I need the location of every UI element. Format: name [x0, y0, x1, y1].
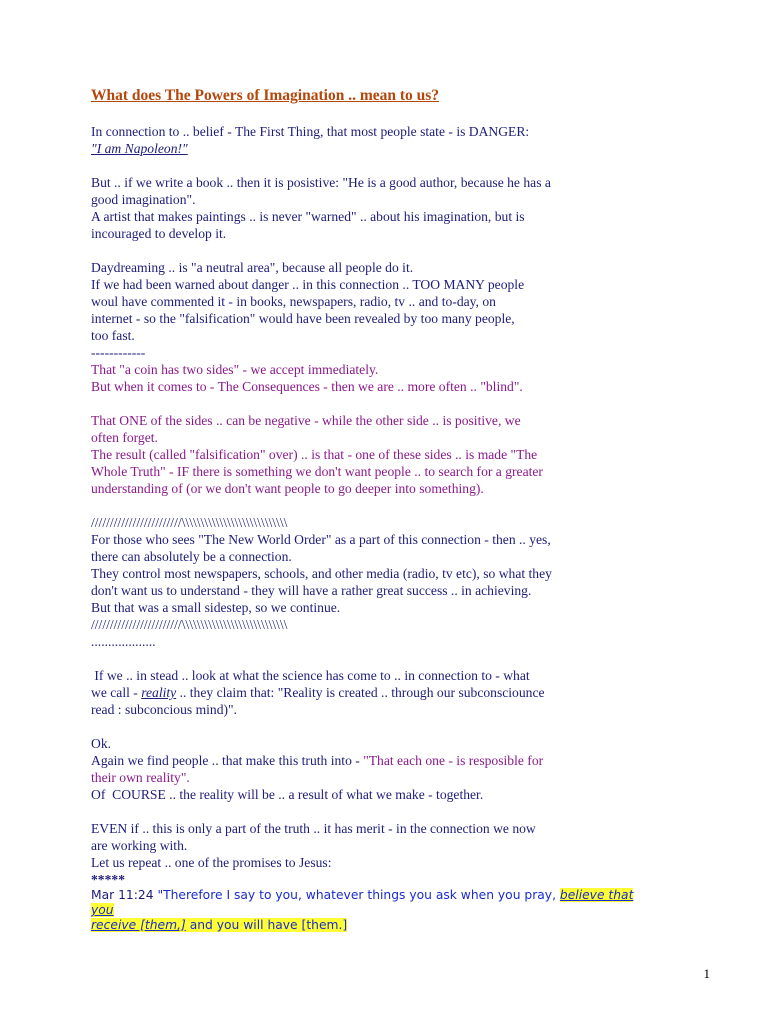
- text-line: Let us repeat .. one of the promises to Jesus:: [91, 855, 332, 870]
- paragraph-new-world-order: [91, 514, 731, 650]
- text-line: don't want us to understand - they will have a rather great success .. in achieving.: [91, 583, 532, 598]
- paragraph-science: [91, 667, 731, 718]
- separator-dashes: ------------: [91, 345, 146, 360]
- text-line: often forget.: [91, 430, 158, 445]
- text-line: If we .. in stead .. look at what the science has come to .. in connection to - what: [91, 668, 530, 683]
- paragraph-ok: [91, 735, 731, 803]
- text-span: we call -: [91, 685, 142, 700]
- text-line: woul have commented it - in books, newspapers, radio, tv .. and to-day, on: [91, 294, 496, 309]
- text-line: If we had been warned about danger .. in this connection .. TOO MANY people: [91, 277, 525, 292]
- text-span: .. they claim that: "Reality is created .. through our subconsciounce: [176, 685, 545, 700]
- text-line: too fast.: [91, 328, 135, 343]
- text-line: are working with.: [91, 838, 188, 853]
- text-line: incouraged to develop it.: [91, 226, 227, 241]
- text-line: Daydreaming .. is "a neutral area", because all people do it.: [91, 260, 414, 275]
- page-title: What does The Powers of Imagination .. mean to us?: [91, 87, 440, 104]
- page-number: 1: [703, 966, 710, 981]
- napoleon-quote: "I am Napoleon!": [91, 141, 188, 156]
- verse-line: [91, 888, 731, 903]
- quote-span: "That each one - is resposible for: [363, 753, 544, 768]
- verse-reference: Mar 11:24: [91, 888, 158, 902]
- text-line: good imagination".: [91, 192, 196, 207]
- bible-verse: [91, 888, 731, 933]
- text-line: EVEN if .. this is only a part of the truth .. it has merit - in the connection we now: [91, 821, 536, 836]
- asterisks: *****: [91, 872, 125, 887]
- text-line: [91, 752, 731, 769]
- document-body: [91, 86, 731, 933]
- text-line: But that was a small sidestep, so we continue.: [91, 600, 341, 615]
- paragraph-coin: [91, 361, 731, 395]
- text-line: Whole Truth" - IF there is something we don't want people .. to search for a greater: [91, 464, 543, 479]
- verse-text: and you will have [them.]: [185, 918, 348, 932]
- verse-highlight: you: [91, 903, 114, 917]
- paragraph-daydreaming: [91, 259, 731, 361]
- text-line: In connection to .. belief - The First Thing, that most people state - is DANGER:: [91, 124, 530, 139]
- verse-text: "Therefore I say to you, whatever things you ask when you pray,: [157, 888, 560, 902]
- text-line: understanding of (or we don't want people to go deeper into something).: [91, 481, 484, 496]
- verse-line: [91, 903, 731, 918]
- text-line: Of COURSE .. the reality will be .. a result of what we make - together.: [91, 787, 484, 802]
- text-line: their own reality".: [91, 770, 190, 785]
- paragraph-intro: [91, 123, 731, 157]
- text-line: That ONE of the sides .. can be negative - while the other side .. is positive, we: [91, 413, 521, 428]
- separator-dots: ...................: [91, 634, 156, 649]
- text-line: For those who sees "The New World Order" as a part of this connection - then .. yes,: [91, 532, 551, 547]
- text-line: read : subconcious mind)".: [91, 702, 237, 717]
- separator-slashes: ////////////////////////\\\\\\\\\\\\\\\\\\\\\\\\\\\\: [91, 515, 288, 530]
- text-line: Ok.: [91, 736, 112, 751]
- text-line: But .. if we write a book .. then it is posistive: "He is a good author, because he has a: [91, 175, 551, 190]
- reality-word: reality: [141, 685, 177, 700]
- text-line: [91, 684, 731, 701]
- text-line: A artist that makes paintings .. is never "warned" .. about his imagination, but is: [91, 209, 525, 224]
- paragraph-sides: [91, 412, 731, 497]
- text-line: there can absolutely be a connection.: [91, 549, 292, 564]
- text-line: internet - so the "falsification" would have been revealed by too many people,: [91, 311, 515, 326]
- text-line: The result (called "falsification" over) .. is that - one of these sides .. is made "The: [91, 447, 538, 462]
- text-line: That "a coin has two sides" - we accept immediately.: [91, 362, 379, 377]
- text-line: They control most newspapers, schools, and other media (radio, tv etc), so what they: [91, 566, 552, 581]
- text-line: But when it comes to - The Consequences - then we are .. more often .. "blind".: [91, 379, 523, 394]
- separator-slashes: ////////////////////////\\\\\\\\\\\\\\\\\\\\\\\\\\\\: [91, 617, 288, 632]
- text-span: Again we find people .. that make this truth into -: [91, 753, 364, 768]
- paragraph-even-if: [91, 820, 731, 888]
- verse-highlight: believe that: [559, 888, 634, 902]
- verse-highlight: receive [them,]: [91, 918, 186, 932]
- paragraph-author: [91, 174, 731, 242]
- verse-line: [91, 918, 731, 933]
